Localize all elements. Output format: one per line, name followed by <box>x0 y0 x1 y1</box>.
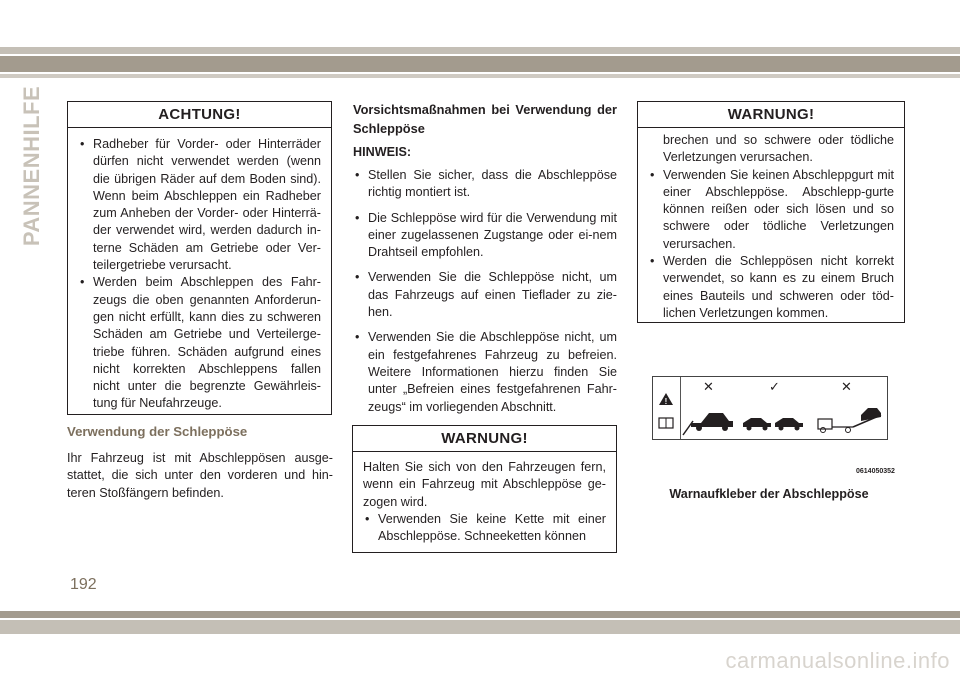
hinweis-item: • Verwenden Sie die Abschleppöse nicht, um ein festgefahrenes Fahrzeug zu befreien. Weitere Informationen hierzu finden Sie unter „Befreien eines festgefahrenen Fahr-zeugs“ im vorliegenden Abschnitt. <box>353 329 617 415</box>
svg-text:!: ! <box>664 397 668 406</box>
top-stripe-light <box>0 74 960 78</box>
warnung-box-mid <box>352 425 617 553</box>
warnung-box-body <box>353 452 616 553</box>
warnung-box-title: WARNUNG! <box>638 102 904 128</box>
hinweis-label: HINWEIS: <box>353 145 412 159</box>
figure-caption: Warnaufkleber der Abschleppöse <box>669 487 869 501</box>
warnung-box-title: WARNUNG! <box>353 426 616 452</box>
bottom-stripe-light <box>0 620 960 634</box>
hinweis-item: • Stellen Sie sicher, dass die Abschleppöse richtig montiert ist. <box>353 167 617 202</box>
top-band <box>0 0 960 46</box>
achtung-box-body <box>68 128 331 421</box>
section-text: Ihr Fahrzeug ist mit Abschleppösen ausge-stattet, die sich unter den vorderen und hin-teren Stoßfängern befinden. <box>67 451 333 500</box>
sticker-mark: ✕ <box>841 379 852 394</box>
page-number: 192 <box>70 576 97 593</box>
sticker-mark: ✕ <box>703 379 714 394</box>
warnung-intro: Halten Sie sich von den Fahrzeugen fern, wenn ein Fahrzeug mit Abschleppöse ge-zogen wird. <box>363 460 606 509</box>
two-cars-icon <box>743 418 803 431</box>
hinweis-item: • Die Schleppöse wird für die Verwendung mit einer zugelassenen Zugstange oder ei-nem Drahtseil empfohlen. <box>353 210 617 262</box>
warnung-item: • Verwenden Sie keine Kette mit einer Abschleppöse. Schneeketten können <box>363 511 606 546</box>
precautions-heading: Vorsichtsmaßnahmen bei Verwendung der Schleppöse <box>353 102 617 136</box>
chapter-side-title: PANNENHILFE <box>19 85 44 247</box>
top-stripe-dark <box>0 56 960 72</box>
warnung-continuation: brechen und so schwere oder tödliche Verletzungen verursachen. <box>663 133 894 165</box>
flatbed-truck-icon <box>818 408 881 433</box>
top-stripe <box>0 47 960 54</box>
sticker-mark: ✓ <box>769 379 780 394</box>
bottom-stripe-dark <box>0 611 960 618</box>
achtung-item: • Werden beim Abschleppen des Fahr-zeugs die oben genannten Anforderun-gen nicht erfüllt, kann dies zu schweren Schäden am Getriebe und Verteilerge-triebe führen. Schäden aufgrund eines nicht korrekten Abschleppens fallen nicht unter die begrenzte Gewährleis-tung für Neufahrzeuge. <box>78 274 321 412</box>
hinweis-list <box>353 167 617 424</box>
section-heading: Verwendung der Schleppöse <box>67 424 248 439</box>
achtung-box <box>67 101 332 415</box>
hinweis-item: • Verwenden Sie die Schleppöse nicht, um das Fahrzeugs auf einen Tieflader zu zie-hen. <box>353 269 617 321</box>
achtung-box-title: ACHTUNG! <box>68 102 331 128</box>
warnung-box-body <box>638 128 904 330</box>
warning-sticker-illustration <box>652 376 888 440</box>
warnung-box-right <box>637 101 905 323</box>
sticker-code: 0614050352 <box>856 468 895 475</box>
achtung-item: • Radheber für Vorder- oder Hinterräder dürfen nicht verwendet werden (wenn die übrigen Räder auf dem Boden sind). Wenn beim Abschleppen ein Radheber zum Anheben der Vorder- oder Hinterrä-der verwendet wird, werden dadurch in-terne Schäden am Getriebe oder Ver-teilergetriebe verursacht. <box>78 136 321 274</box>
warnung-item: • Verwenden Sie keinen Abschleppgurt mit einer Abschleppöse. Abschlepp-gurte können reißen oder sich lösen und so schwere oder tödliche Verletzungen verursachen. <box>648 167 894 253</box>
watermark: carmanualsonline.info <box>725 648 950 673</box>
warnung-item: • Werden die Schleppösen nicht korrekt verwendet, so kann es zu einem Bruch eines Bauteils und schweren oder töd-lichen Verletzungen kommen. <box>648 253 894 322</box>
tow-hook-car-icon <box>683 413 733 435</box>
